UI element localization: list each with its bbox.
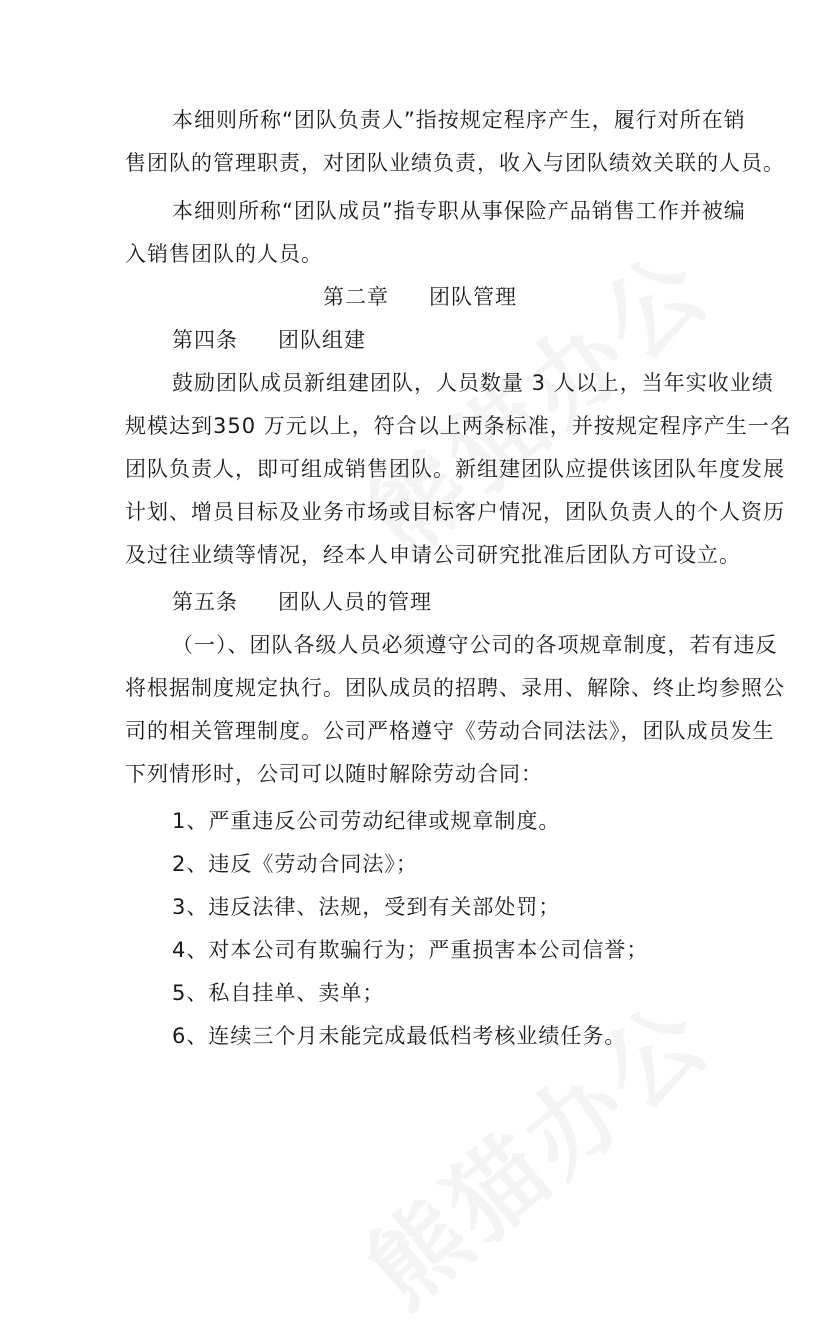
list-item: 6、连续三个月未能完成最低档考核业绩任务。 xyxy=(172,1024,627,1048)
paragraph-line: 规模达到350 万元以上，符合以上两条标准，并按规定程序产生一名 xyxy=(125,414,792,438)
article-number: 第四条 xyxy=(172,328,238,352)
article-title: 团队人员的管理 xyxy=(278,590,432,614)
list-item: 1、严重违反公司劳动纪律或规章制度。 xyxy=(172,809,561,833)
paragraph-line: 售团队的管理职责，对团队业绩负责，收入与团队绩效关联的人员。 xyxy=(125,151,785,175)
chapter-number: 第二章 xyxy=(323,285,389,309)
list-item: 2、违反《劳动合同法》； xyxy=(172,852,418,876)
chapter-heading xyxy=(125,282,715,312)
paragraph-line: 鼓励团队成员新组建团队，人员数量 3 人以上，当年实收业绩 xyxy=(172,371,774,395)
paragraph-line: 下列情形时，公司可以随时解除劳动合同： xyxy=(125,762,543,786)
paragraph-line: 司的相关管理制度。公司严格遵守《劳动合同法法》，团队成员发生 xyxy=(125,719,775,743)
paragraph-line: 入销售团队的人员。 xyxy=(125,242,323,266)
paragraph-line: （一）、团队各级人员必须遵守公司的各项规章制度，若有违反 xyxy=(172,633,778,657)
list-item: 5、私自挂单、卖单； xyxy=(172,981,385,1005)
paragraph-line: 及过往业绩等情况，经本人申请公司研究批准后团队方可设立。 xyxy=(125,543,741,567)
watermark xyxy=(334,965,735,1332)
article-title: 团队组建 xyxy=(278,328,366,352)
article-number: 第五条 xyxy=(172,590,238,614)
article-heading xyxy=(172,587,715,617)
list-item: 4、对本公司有欺骗行为；严重损害本公司信誉； xyxy=(172,938,649,962)
paragraph-line: 团队负责人，即可组成销售团队。新组建团队应提供该团队年度发展 xyxy=(125,457,785,481)
paragraph-line: 将根据制度规定执行。团队成员的招聘、录用、解除、终止均参照公 xyxy=(125,676,785,700)
paragraph-line: 本细则所称“团队成员”指专职从事保险产品销售工作并被编 xyxy=(172,199,746,223)
article-heading xyxy=(172,325,715,355)
paragraph-line: 本细则所称“团队负责人”指按规定程序产生，履行对所在销 xyxy=(172,108,746,132)
list-item: 3、违反法律、法规，受到有关部处罚； xyxy=(172,895,561,919)
watermark xyxy=(334,215,735,582)
chapter-title: 团队管理 xyxy=(429,285,517,309)
paragraph-line: 计划、增员目标及业务市场或目标客户情况，团队负责人的个人资历 xyxy=(125,500,785,524)
